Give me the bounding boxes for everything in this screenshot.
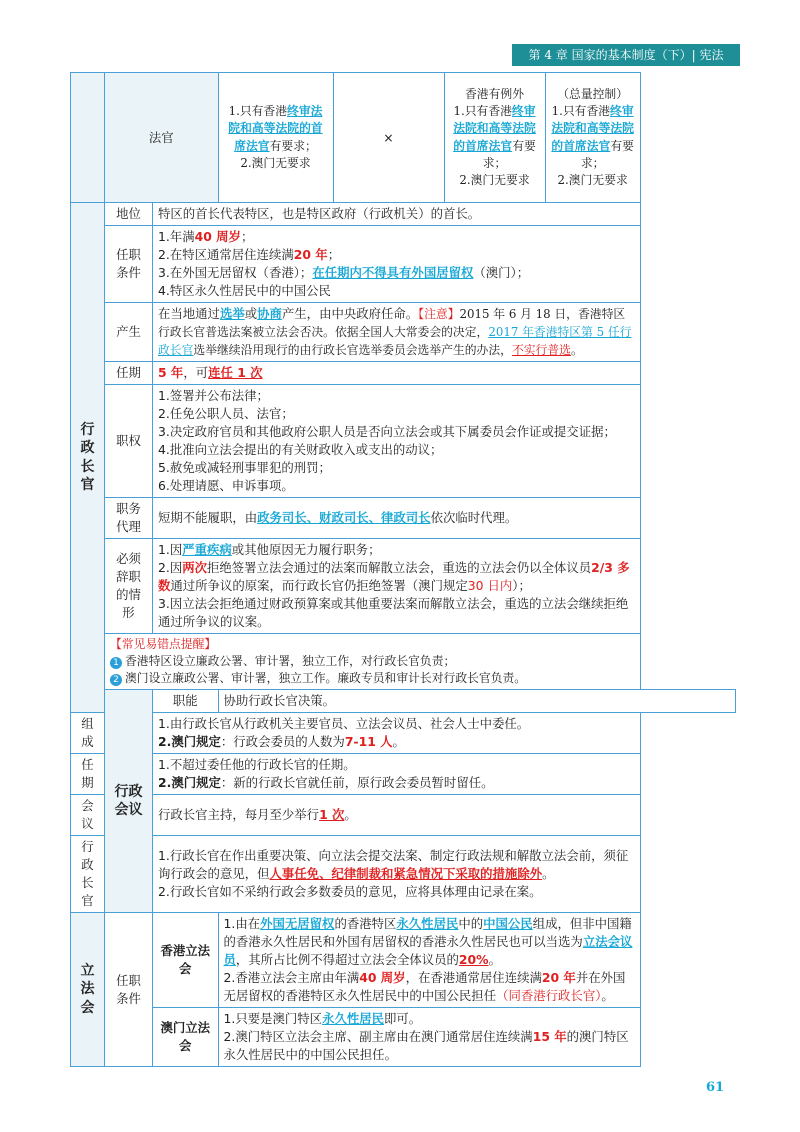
ce-selection-text: 在当地通过选举或协商产生，由中央政府任命。【注意】2015 年 6 月 18 日，香港特区行政长官普选法案被立法会否决。依据全国人大常委会的决定，2017 年香港特区第 5 任行政长官选举继续沿用现行的由行政长官选举委员会选举产生的办法，不实行普选。 [153, 302, 641, 361]
ec-meeting-label: 会议 [71, 795, 105, 836]
ec-ce-row [71, 836, 736, 913]
list-item: 6.处理请愿、申诉事项。 [158, 478, 294, 494]
ce-term-text: 5 年，可连任 1 次 [153, 362, 641, 385]
ec-function-row [71, 690, 736, 713]
lc-mo-sub: 澳门立法会 [153, 1008, 219, 1067]
list-item: 1 香港特区设立廉政公署、审计署，独立工作，对行政长官负责； [110, 653, 635, 670]
judges-row [71, 73, 736, 203]
ce-powers-list [153, 385, 641, 498]
lc-category: 立法会 [71, 913, 105, 1067]
judges-col-b: × [333, 73, 444, 203]
page-number: 61 [706, 1080, 725, 1095]
ce-category: 行政长官 [71, 203, 105, 713]
number-badge-icon: 2 [110, 674, 122, 686]
ce-qualifications-row [71, 225, 736, 302]
lc-hk-row [71, 913, 736, 1008]
ec-function-label: 职能 [153, 690, 219, 713]
ec-category: 行政会议 [105, 690, 153, 913]
ce-status-label: 地位 [105, 203, 153, 226]
ce-acting-label: 职务代理 [105, 498, 153, 539]
judges-label: 法官 [105, 73, 219, 203]
ce-resign-label: 必须辞职的情形 [105, 539, 153, 634]
ce-tips-box [105, 633, 641, 689]
ec-ce-label: 行政长官 [71, 836, 105, 913]
number-badge-icon: 1 [110, 657, 122, 669]
ce-term-row [71, 362, 736, 385]
list-item: 4.批准向立法会提出的有关财政收入或支出的动议； [158, 442, 443, 458]
judges-col-c: 香港有例外 1.只有香港终审法院和高等法院的首席法官有要求； 2.澳门无要求 [444, 73, 545, 203]
ce-acting-row [71, 498, 736, 539]
list-item: 5.赦免或减轻刑事罪犯的刑罚； [158, 460, 331, 476]
judges-col-a: 1.只有香港终审法院和高等法院的首席法官有要求； 2.澳门无要求 [218, 73, 333, 203]
ce-status-row [71, 203, 736, 226]
ec-composition-text: 1.由行政长官从行政机关主要官员、立法会议员、社会人士中委任。 2.澳门规定：行政会委员的人数为7-11 人。 [153, 713, 641, 754]
list-item: 1.签署并公布法律； [158, 388, 269, 404]
ce-selection-label: 产生 [105, 302, 153, 361]
tips-title: 【常见易错点提醒】 [110, 636, 217, 651]
lc-hk-text: 1.由在外国无居留权的香港特区永久性居民中的中国公民组成，但非中国籍的香港永久性居民和外国有居留权的香港永久性居民也可以当选为立法会议员，其所占比例不得超过立法会全体议员的20%。 2.香港立法会主席由年满40 周岁，在香港通常居住连续满20 年并在外国无居留权的香港特区永久性居民中的中国公民担任（同香港行政长官）。 [218, 913, 640, 1008]
ce-acting-text: 短期不能履职，由政务司长、财政司长、律政司长依次临时代理。 [153, 498, 641, 539]
content-table [70, 72, 736, 1067]
ce-status-text: 特区的首长代表特区，也是特区政府（行政机关）的首长。 [153, 203, 641, 226]
judges-col-d: （总量控制） 1.只有香港终审法院和高等法院的首席法官有要求； 2.澳门无要求 [545, 73, 640, 203]
ce-powers-label: 职权 [105, 385, 153, 498]
list-item: 2 澳门设立廉政公署、审计署，独立工作。廉政专员和审计长对行政长官负责。 [110, 670, 635, 687]
ec-ce-text: 1.行政长官在作出重要决策、向立法会提交法案、制定行政法规和解散立法会前，须征询行政会的意见，但人事任免、纪律制裁和紧急情况下采取的措施除外。 2.行政长官如不采纳行政会多数委员的意见，应将具体理由记录在案。 [153, 836, 641, 913]
ce-term-label: 任期 [105, 362, 153, 385]
list-item: 3.决定政府官员和其他政府公职人员是否向立法会或其下属委员会作证或提交证据； [158, 424, 616, 440]
ec-meeting-row [71, 795, 736, 836]
list-item: 2.任免公职人员、法官； [158, 406, 294, 422]
ec-function-text: 协助行政长官决策。 [218, 690, 736, 713]
judges-blank-cell [71, 73, 105, 203]
ec-meeting-text: 行政长官主持，每月至少举行1 次。 [153, 795, 641, 836]
ce-selection-row [71, 302, 736, 361]
ce-powers-row [71, 385, 736, 498]
ce-tips-row [71, 633, 736, 689]
lc-mo-text: 1.只要是澳门特区永久性居民即可。 2.澳门特区立法会主席、副主席由在澳门通常居住连续满15 年的澳门特区永久性居民中的中国公民担任。 [218, 1008, 640, 1067]
ec-composition-label: 组成 [71, 713, 105, 754]
ce-qualifications-label: 任职条件 [105, 225, 153, 302]
ce-resign-row [71, 539, 736, 634]
ec-term-row [71, 754, 736, 795]
ec-term-label: 任期 [71, 754, 105, 795]
ce-resign-text: 1.因严重疾病或其他原因无力履行职务； 2.因两次拒绝签署立法会通过的法案而解散立法会，重选的立法会仍以全体议员2/3 多数通过所争议的原案，而行政长官仍拒绝签署（澳门规定30 日内）； 3.因立法会拒绝通过财政预算案或其他重要法案而解散立法会，重选的立法会继续拒绝通过所争议的议案。 [153, 539, 641, 634]
lc-mo-row [71, 1008, 736, 1067]
ec-term-text: 1.不超过委任他的行政长官的任期。 2.澳门规定：新的行政长官就任前，原行政会委员暂时留任。 [153, 754, 641, 795]
lc-hk-sub: 香港立法会 [153, 913, 219, 1008]
ec-composition-row [71, 713, 736, 754]
chapter-header: 第 4 章 国家的基本制度（下）| 宪法 [512, 44, 740, 66]
ce-qualifications-text: 1.年满40 周岁； 2.在特区通常居住连续满20 年； 3.在外国无居留权（香港）；在任期内不得具有外国居留权（澳门）； 4.特区永久性居民中的中国公民 [153, 225, 641, 302]
lc-label: 任职条件 [105, 913, 153, 1067]
